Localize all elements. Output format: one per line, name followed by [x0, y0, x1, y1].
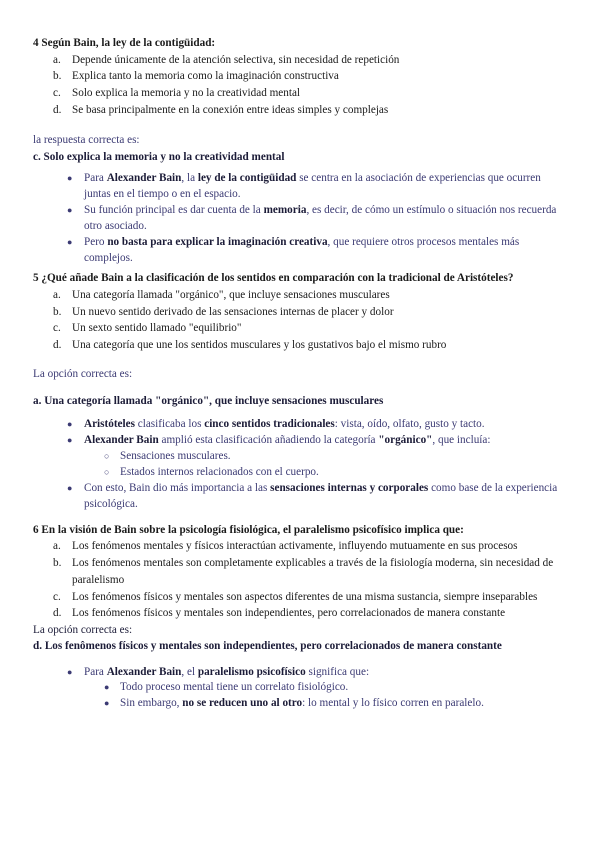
- answer-label: La opción correcta es:: [33, 623, 133, 636]
- question-6: [33, 523, 570, 712]
- sub-list: [84, 680, 570, 712]
- option-d: d. Se basa principalmente en la conexión entre ideas simples y complejas: [53, 103, 389, 116]
- option-b: b. Un nuevo sentido derivado de las sensaciones internas de placer y dolor: [53, 305, 394, 318]
- question-5-options: [33, 287, 570, 354]
- explanation-bullet: ● Aristóteles clasificaba los cinco sentidos tradicionales: vista, oído, olfato, gusto y tacto.: [67, 418, 485, 431]
- sub-bullet: ○ Estados internos relacionados con el cuerpo.: [104, 466, 319, 479]
- question-4-options: [33, 52, 570, 119]
- explanation-list: [33, 417, 570, 512]
- question-5: [33, 271, 570, 512]
- explanation-bullet: ● Alexander Bain amplió esta clasificación añadiendo la categoría "orgánico", que incluía: ○ Sensaciones musculares. ○ Estados internos relacionados con el cuerpo.: [67, 433, 570, 481]
- explanation-bullet: ● Pero no basta para explicar la imaginación creativa, que requiere otros procesos mentales más complejos.: [67, 235, 520, 264]
- option-c: c. Solo explica la memoria y no la creatividad mental: [53, 87, 301, 99]
- option-c: c. Un sexto sentido llamado "equilibrio": [53, 322, 242, 335]
- explanation-bullet: ● Su función principal es dar cuenta de la memoria, es decir, de cómo un estímulo o situación nos recuerda otro asociado.: [67, 203, 557, 232]
- explanation-list: [33, 171, 570, 266]
- option-d: d. Los fenómenos físicos y mentales son independientes, pero correlacionados de manera constante: [53, 607, 506, 620]
- question-6-title: 6 En la visión de Bain sobre la psicología fisiológica, el paralelismo psicofísico implica que:: [33, 523, 464, 536]
- explanation-bullet: ● Para Alexander Bain, el paralelismo psicofísico significa que: ● Todo proceso mental tiene un correlato fisiológico. ● Sin embargo, no se reducen uno al otro: lo mental y lo físico corren en paralelo.: [67, 665, 570, 713]
- sub-list: [84, 449, 570, 481]
- sub-bullet: ● Sin embargo, no se reducen uno al otro: lo mental y lo físico corren en paralelo.: [104, 697, 484, 710]
- explanation-bullet: ● Con esto, Bain dio más importancia a las sensaciones internas y corporales como base de la experiencia psicológica.: [67, 482, 558, 510]
- explanation-bullet: ● Para Alexander Bain, la ley de la contigüidad se centra en la asociación de experiencias que ocurren juntas en el tiempo o en el espacio.: [67, 172, 541, 200]
- question-4: [33, 36, 570, 266]
- sub-bullet: ● Todo proceso mental tiene un correlato fisiológico.: [104, 681, 349, 694]
- correct-answer: c. Solo explica la memoria y no la creatividad mental: [33, 150, 285, 163]
- question-6-options: [33, 538, 570, 622]
- answer-label: La opción correcta es:: [33, 367, 133, 380]
- question-5-title: 5 ¿Qué añade Bain a la clasificación de los sentidos en comparación con la tradicional de Aristóteles?: [33, 272, 514, 285]
- option-a: a. Los fenómenos mentales y físicos interactúan activamente, influyendo mutuamente en sus procesos: [53, 540, 518, 553]
- question-4-title: 4 Según Bain, la ley de la contigüidad:: [33, 37, 216, 49]
- answer-label: la respuesta correcta es:: [33, 134, 140, 147]
- option-a: a. Depende únicamente de la atención selectiva, sin necesidad de repetición: [53, 53, 400, 66]
- option-b: b. Los fenómenos mentales son completamente explicables a través de la fisiología moderna, sin necesidad de paralelismo: [53, 557, 554, 586]
- option-c: c. Los fenómenos físicos y mentales son aspectos diferentes de una misma sustancia, siempre inseparables: [53, 590, 538, 603]
- explanation-list: [33, 665, 570, 713]
- sub-bullet: ○ Sensaciones musculares.: [104, 450, 231, 463]
- option-a: a. Una categoría llamada "orgánico", que incluye sensaciones musculares: [53, 289, 390, 302]
- correct-answer: d. Los fenômenos físicos y mentales son independientes, pero correlacionados de manera constante: [33, 640, 502, 653]
- option-d: d. Una categoría que une los sentidos musculares y los gustativos bajo el mismo rubro: [53, 339, 447, 352]
- option-b: b. Explica tanto la memoria como la imaginación constructiva: [53, 70, 339, 83]
- correct-answer: a. Una categoría llamada "orgánico", que incluye sensaciones musculares: [33, 395, 384, 408]
